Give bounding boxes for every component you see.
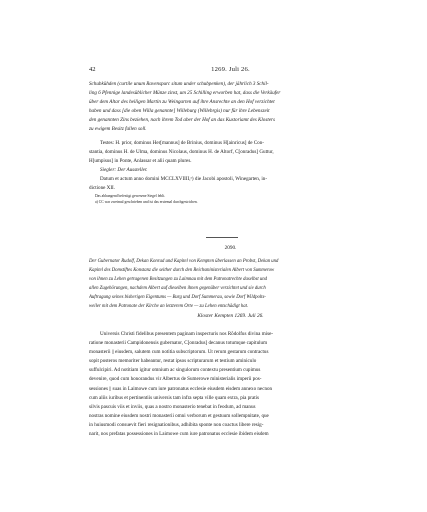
footnote: Das abhangend befestigt gewesene Siegel fehlt. — [95, 194, 166, 198]
body-line: sessiones || suas in Laimowe cum iure patronatus ecclesie eiusdem eisdem annexo necnon — [89, 385, 273, 392]
body-line: Universis Christi fidelibus presentem paginam inspecturis nos Rŏdolfus divina mise- — [100, 331, 274, 337]
dating-clause — [89, 175, 372, 193]
body-line: devenire, quod cum honorandus vir Albertus de Sumerowe ministerialis imperii pos- — [89, 376, 262, 383]
dating-line: dictione XII. — [89, 185, 116, 192]
body-line: ratione monasterii Campidonensis gubernator, C[onradus] decanus totumque capitulum — [89, 340, 268, 347]
footnotes — [89, 194, 372, 205]
summary-line: zu ewigem Besitz fallen soll. — [89, 126, 147, 133]
body-line: monasterii || eiusdem, salutem cum notitia subscriptorum. Ut rerum gestarum contractus — [89, 349, 269, 356]
witness-line: Testes: H. prior, dominus Her[mannus] de Brinius, dominus H[ainricus] de Con- — [100, 140, 264, 146]
document-number: 2090. — [224, 245, 237, 251]
footnote: a) CC war zweimal geschrieben und ist das erstemal durchgestrichen. — [95, 199, 198, 204]
summary-line: Auftragung seines bisherigen Eigentums — Burg und Dorf Summerau, sowie Dorf Wildpolts- — [89, 294, 266, 300]
body-line: sopit posteros memoriter habeantur, restat ipsos scripturarum et testium aminiculo — [89, 358, 257, 365]
doc-2089-summary — [89, 80, 372, 135]
summary-line: Kapitel des Domstiftes Konstanz die seither durch den Reichsministerialen Albert von Summerow — [89, 267, 275, 273]
doc-2090-summary — [89, 258, 372, 311]
summary-line: allen Zugehörungen, nachdem Albert auf dieselben ihnen gegenüber verzichtet und sie durch — [89, 285, 266, 291]
summary-line: den genannten Zins beziehen, nach ihrem Tod aber der Hof an das Kustoriamt des Klosters — [89, 117, 275, 124]
summary-line: ling 6 Pfennige landesüblicher Münze zinst, um 25 Schilling erworben hat, dass die Verkäufer — [89, 90, 281, 97]
summary-line: Der Gubernator Rudolf, Dekan Konrad und Kapitel von Kempten überlassen an Probst, Dekan und — [89, 259, 279, 264]
place-date: Kloster Kempten 1269. Juli 26. — [197, 313, 264, 319]
body-line: suffulcipiri. Ad notitiam igitur omnium ac singulorum contextu presentium cupimus — [89, 367, 261, 374]
body-line: in huiusmodi consuevit fieri resignationibus, adhibita sponte non coactus libere resig- — [89, 421, 264, 428]
sealer-text: Siegler: Der Aussteller. — [100, 167, 148, 173]
page-header — [89, 66, 372, 75]
summary-line: Schubkühden (curtile unum Ravenspurc situm under schubpenken), der jährlich 3 Schil- — [89, 81, 269, 87]
witness-line: H[umpisus] in Ponte, Anlassar et alii quam plures. — [89, 158, 192, 165]
summary-line: über dem Altar des heiligen Martin zu Weingarten auf ihre Ansrechte an den Hof verzichtet — [89, 99, 275, 106]
witness-line: stantia, dominus H. de Ulma, dominus Nicolaus, dominus H. de Altorf, C[onradus] Guttur, — [89, 149, 274, 156]
body-line: nostras nomine eiusdem nostri monasterii omni verborum et gestuum sollempnitate, que — [89, 412, 269, 419]
summary-line: haben und dass [die oben Willa genannte] Willeburg (Willebrgis) nur für ihre Lebenszeit — [89, 108, 270, 115]
sealer-line — [89, 166, 372, 175]
page-number: 42 — [89, 66, 96, 73]
dating-line: Datum et actum anno domini MCCLXVIIII,ᵃ) die Jacobi apostoli, Winegarten, in- — [100, 176, 268, 182]
running-title: 1269. Juli 26. — [211, 66, 250, 73]
body-line: narit, nos prefatas possessiones in Laimowe cum iure patronatus ecclesie ibidem eisdem — [89, 431, 269, 438]
body-line: silvis pascuis viis et inviis, quas a nostro monasterio tenebat in feodum, ad manus — [89, 403, 256, 410]
summary-line: von ihnen zu Lehen getragenen Besitzungen zu Laimnau mit dem Patronatrechte daselbst und — [89, 276, 268, 282]
summary-line: weiler mit dem Patronate der Kirche an letzterem Orte — zu Lehen entschädigt hat. — [89, 303, 249, 309]
charter-body — [89, 330, 372, 439]
section-divider — [206, 237, 238, 238]
body-line: cum aliis iuribus et pertinentiis universis tam infra septa ville quam extra, pia pratis — [89, 394, 260, 401]
witness-list — [89, 139, 372, 166]
